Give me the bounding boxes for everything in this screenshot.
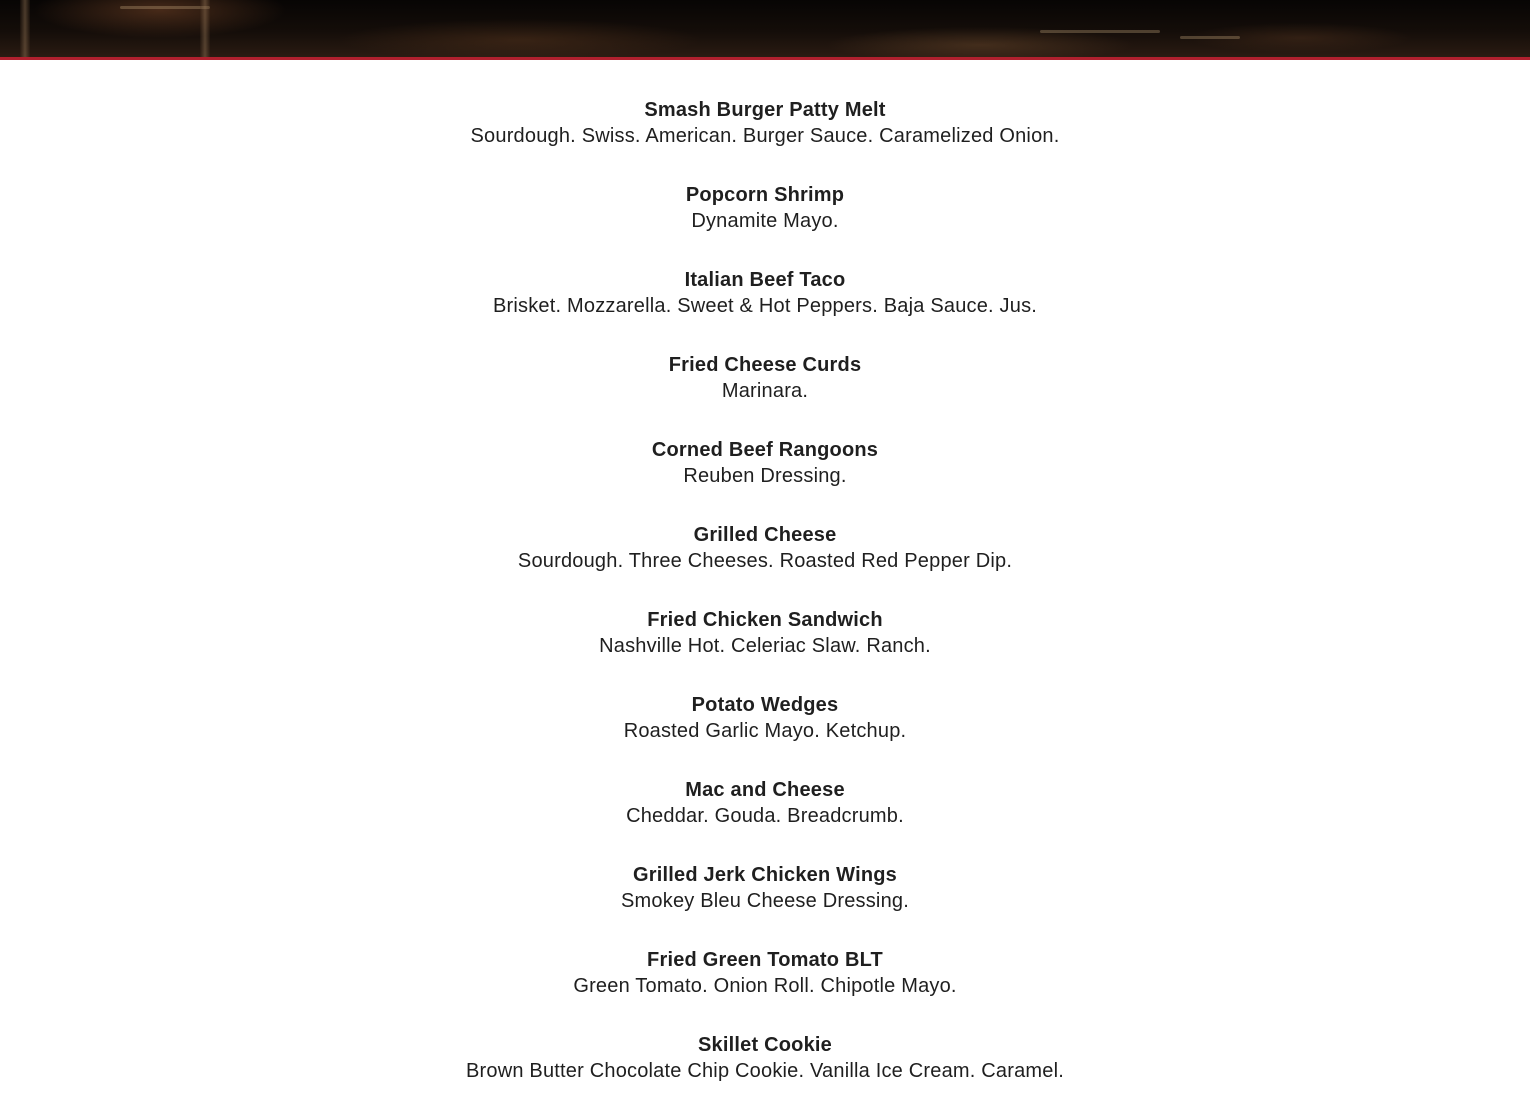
menu-item — [0, 522, 1530, 607]
menu-item — [0, 182, 1530, 267]
menu-item — [0, 267, 1530, 352]
menu-item — [0, 777, 1530, 862]
menu-item-description: Brisket. Mozzarella. Sweet & Hot Peppers. Baja Sauce. Jus. — [492, 295, 1038, 317]
menu-item-name: Smash Burger Patty Melt — [644, 99, 886, 121]
menu-item-description: Green Tomato. Onion Roll. Chipotle Mayo. — [573, 975, 957, 997]
menu-item — [0, 352, 1530, 437]
hero-banner-image — [0, 0, 1530, 57]
menu-item-name: Popcorn Shrimp — [685, 184, 845, 206]
menu-item-description: Dynamite Mayo. — [691, 210, 839, 232]
menu-item — [0, 607, 1530, 692]
menu-item-name: Grilled Jerk Chicken Wings — [633, 864, 897, 886]
menu-item-description: Roasted Garlic Mayo. Ketchup. — [623, 720, 907, 742]
menu-item — [0, 97, 1530, 182]
menu-item-description: Brown Butter Chocolate Chip Cookie. Vanilla Ice Cream. Caramel. — [465, 1060, 1065, 1082]
menu-item-description: Nashville Hot. Celeriac Slaw. Ranch. — [599, 635, 931, 657]
banner-light-streak — [120, 6, 210, 9]
menu-item-description: Sourdough. Three Cheeses. Roasted Red Pepper Dip. — [517, 550, 1013, 572]
banner-post — [20, 0, 30, 57]
menu-item-description: Marinara. — [721, 380, 809, 402]
menu-item — [0, 947, 1530, 1032]
menu-item — [0, 862, 1530, 947]
menu-item-name: Fried Green Tomato BLT — [647, 949, 883, 971]
menu-item — [0, 1032, 1530, 1117]
menu-item-name: Italian Beef Taco — [684, 269, 846, 291]
menu-item-name: Skillet Cookie — [698, 1034, 832, 1056]
menu-item-name: Fried Cheese Curds — [668, 354, 862, 376]
banner-light-streak — [1180, 36, 1240, 39]
banner-post — [200, 0, 210, 57]
menu-item — [0, 437, 1530, 522]
menu-item-list — [0, 97, 1530, 1117]
menu-item-description: Sourdough. Swiss. American. Burger Sauce. Caramelized Onion. — [470, 125, 1060, 147]
banner-light-streak — [1040, 30, 1160, 33]
menu-item-description: Cheddar. Gouda. Breadcrumb. — [626, 805, 904, 827]
menu-item-name: Fried Chicken Sandwich — [647, 609, 883, 631]
menu-item-name: Mac and Cheese — [685, 779, 845, 801]
menu-item-description: Smokey Bleu Cheese Dressing. — [621, 890, 909, 912]
menu-item-name: Corned Beef Rangoons — [651, 439, 879, 461]
menu-item-name: Grilled Cheese — [693, 524, 837, 546]
menu-item-description: Reuben Dressing. — [683, 465, 847, 487]
menu-item — [0, 692, 1530, 777]
menu-item-name: Potato Wedges — [691, 694, 839, 716]
banner-accent-divider — [0, 57, 1530, 60]
